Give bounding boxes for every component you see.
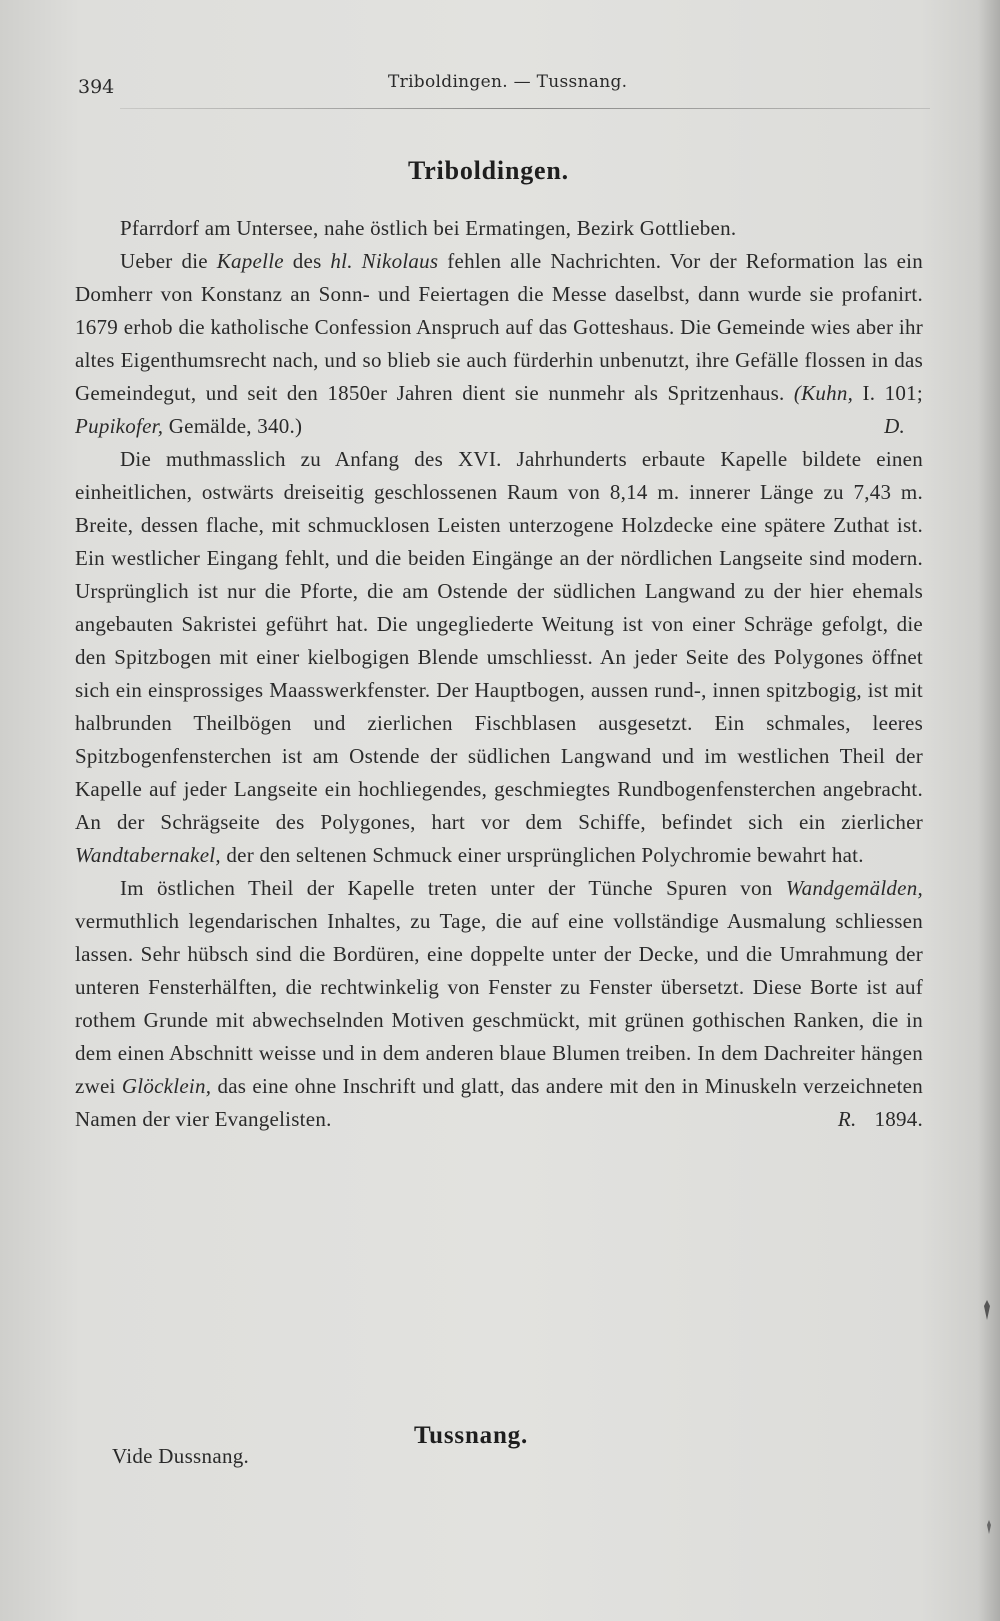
paragraph-location: Pfarrdorf am Untersee, nahe östlich bei Ermatingen, Bezirk Gottlieben. — [120, 216, 737, 240]
article-title-tussnang: Tussnang. — [414, 1422, 528, 1449]
article-body-triboldingen — [75, 212, 923, 1136]
running-title: Triboldingen. — Tussnang. — [388, 72, 628, 92]
paragraph-architecture: Die muthmasslich zu Anfang des XVI. Jahrhunderts erbaute Kapelle bildete einen einheitlichen, ostwärts dreiseitig geschlossenen Raum von 8,14 m. innerer Länge zu 7,43 m. Breite, dessen flache, mit schmucklosen Leisten unterzogene Holzdecke eine spätere Zuthat ist. Ein westlicher Eingang fehlt, und die beiden Eingänge an der nördlichen Langseite sind modern. Ursprünglich ist nur die Pforte, die am Ostende der südlichen Langwand zu der hier ehemals angebauten Sakristei geführt hat. Die ungegliederte Weitung ist von einer Schräge gefolgt, die den Spitzbogen mit einer kielbogigen Blende umschliesst. An jeder Seite des Polygones öffnet sich ein einsprossiges Maasswerkfenster. Der Hauptbogen, aussen rund-, innen spitzbogig, ist mit halbrunden Theilbögen und zierlichen Fischblasen ausgesetzt. Ein schmales, leeres Spitzbogenfensterchen ist am Ostende der südlichen Langwand und im westlichen Theil der Kapelle auf jeder Langseite ein hochliegendes, geschmiegtes Rundbogenfensterchen angebracht. An der Schrägseite des Polygones, hart vor dem Schiffe, befindet sich ein zierlicher Wandtabernakel, der den seltenen Schmuck einer ursprünglichen Polychromie bewahrt hat. — [75, 447, 923, 867]
page-edge-shadow — [978, 0, 1000, 1621]
cross-reference: Vide Dussnang. — [112, 1444, 250, 1468]
paragraph-history: Ueber die Kapelle des hl. Nikolaus fehlen alle Nachrichten. Vor der Reformation las ein Domherr von Konstanz an Sonn- und Feiertagen die Messe daselbst, dann wurde sie profanirt. 1679 erhob die katholische Confession Anspruch auf das Gotteshaus. Die Gemeinde wies aber ihr altes Eigenthumsrecht nach, und so blieb sie auch fürderhin unbenutzt, ihre Gefälle flossen in das Gemeindegut, und seit den 1850er Jahren dient sie nunmehr als Spritzenhaus. (Kuhn, I. 101; Pupikofer, Gemälde, 340.) D. — [75, 245, 923, 443]
margin-mark-icon — [986, 1520, 992, 1534]
article-title-triboldingen: Triboldingen. — [408, 156, 569, 185]
page-number: 394 — [78, 76, 115, 98]
author-signature-d: D. — [884, 414, 905, 438]
header-rule — [120, 108, 930, 109]
margin-mark-icon — [982, 1300, 992, 1320]
author-signature-r: R. 1894. — [837, 1107, 923, 1131]
paragraph-paintings: Im östlichen Theil der Kapelle treten unter der Tünche Spuren von Wandgemälden, vermuthlich legendarischen Inhaltes, zu Tage, die auf eine vollständige Ausmalung schliessen lassen. Sehr hübsch sind die Bordüren, eine doppelte unter der Decke, und die Umrahmung der unteren Fensterhälften, die rechtwinkelig von Fenster zu Fenster übersetzt. Diese Borte ist auf rothem Grunde mit abwechselnden Motiven geschmückt, mit grünen gothischen Ranken, die in dem einen Abschnitt weisse und in dem anderen blaue Blumen treiben. In dem Dachreiter hängen zwei Glöcklein, das eine ohne Inschrift und glatt, das andere mit den in Minuskeln verzeichneten Namen der vier Evangelisten. R. 1894. — [75, 872, 923, 1136]
running-head — [78, 72, 928, 98]
